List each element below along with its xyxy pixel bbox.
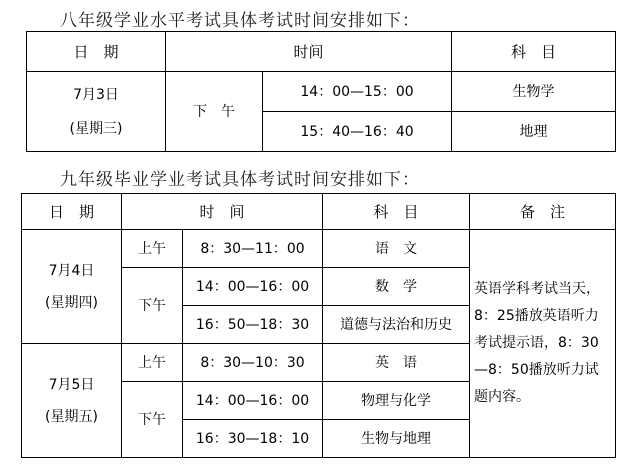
subject-cell: 生物学 <box>452 72 616 112</box>
subject-cell: 语 文 <box>323 230 470 268</box>
date-cell <box>22 344 122 458</box>
time-cell: 15：40—16：40 <box>263 112 452 152</box>
grade9-schedule-table <box>21 193 616 458</box>
date-label: 7月4日 <box>48 262 95 279</box>
date-cell <box>22 230 122 344</box>
header-time: 时间 <box>166 32 452 72</box>
time-cell: 8：30—10：30 <box>183 344 323 382</box>
date-label: 7月5日 <box>48 376 95 393</box>
header-subject: 科 目 <box>452 32 616 72</box>
subject-cell: 数 学 <box>323 268 470 306</box>
time-cell: 8：30—11：00 <box>183 230 323 268</box>
time-cell: 16：30—18：10 <box>183 420 323 458</box>
weekday-label: (星期五) <box>45 408 98 425</box>
period-pm-cell: 下午 <box>122 382 183 458</box>
time-cell: 16：50—18：30 <box>183 306 323 344</box>
grade8-heading: 八年级学业水平考试具体考试时间安排如下： <box>60 11 420 31</box>
header-date: 日 期 <box>22 194 122 230</box>
period-pm-cell: 下午 <box>122 268 183 344</box>
header-note: 备 注 <box>470 194 616 230</box>
time-cell: 14：00—16：00 <box>183 382 323 420</box>
grade9-heading: 九年级毕业学业考试具体考试时间安排如下： <box>60 170 420 190</box>
subject-cell: 生物与地理 <box>323 420 470 458</box>
period-cell: 下 午 <box>166 72 263 152</box>
weekday-label: (星期四) <box>45 294 98 311</box>
note-cell: 英语学科考试当天，8：25播放英语听力考试提示语，8：30—8：50播放听力试题内容。 <box>470 230 616 458</box>
period-am-cell: 上午 <box>122 344 183 382</box>
subject-cell: 物理与化学 <box>323 382 470 420</box>
time-cell: 14：00—16：00 <box>183 268 323 306</box>
header-time: 时 间 <box>122 194 323 230</box>
time-cell: 14：00—15：00 <box>263 72 452 112</box>
header-date: 日 期 <box>27 32 166 72</box>
date-label: 7月3日 <box>73 86 119 103</box>
header-subject: 科 目 <box>323 194 470 230</box>
grade8-schedule-table <box>26 31 616 152</box>
subject-cell: 地理 <box>452 112 616 152</box>
subject-cell: 道德与法治和历史 <box>323 306 470 344</box>
subject-cell: 英 语 <box>323 344 470 382</box>
period-am-cell: 上午 <box>122 230 183 268</box>
weekday-label: (星期三) <box>69 120 123 137</box>
date-cell <box>27 72 166 152</box>
